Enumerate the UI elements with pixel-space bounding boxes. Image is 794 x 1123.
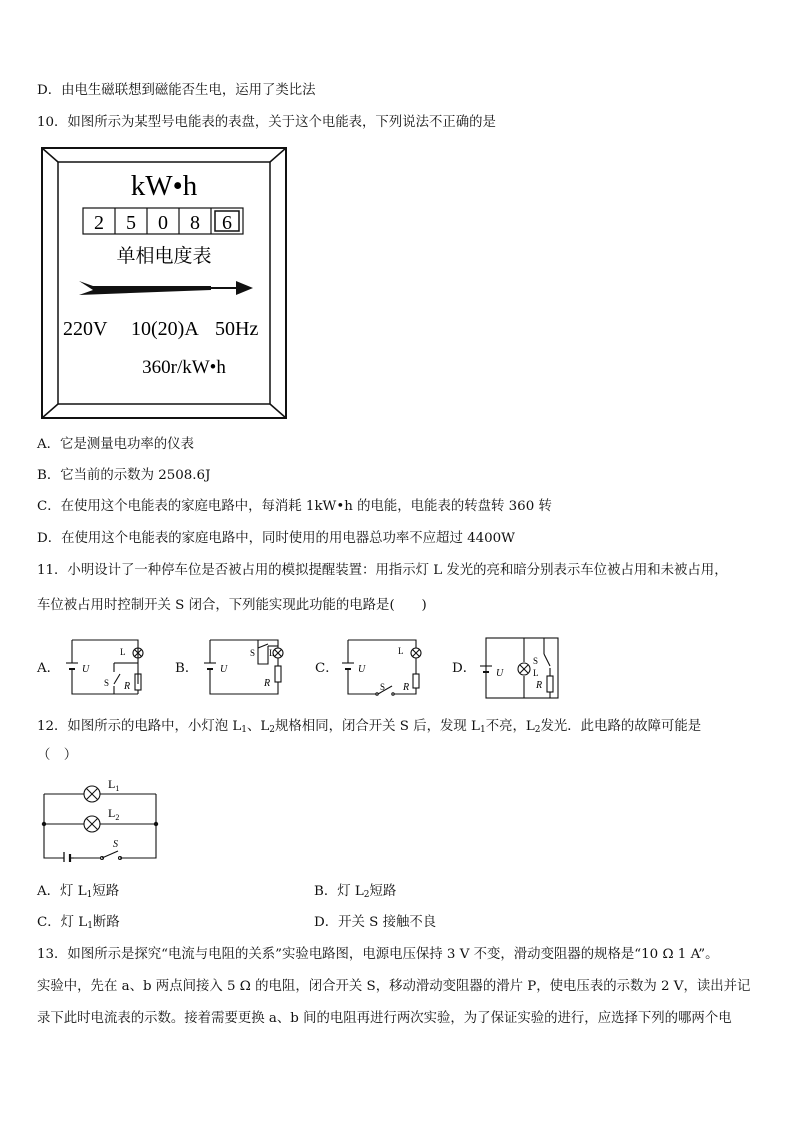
resistor-r-label-d: R [536, 680, 543, 691]
meter-voltage: 220V [63, 318, 108, 340]
resistor-r-label-b: R [264, 678, 271, 689]
q12-answer-paren: （ ） [37, 748, 78, 763]
q10-option-c: C．在使用这个电能表的家庭电路中，每消耗 1kW•h 的电能，电能表的转盘转 360 转 [37, 499, 552, 514]
q12-option-c: C．灯 $L_1$断路 [37, 915, 120, 931]
lamp-l-label-c: L [398, 646, 404, 656]
q12-circuit-diagram [38, 776, 162, 866]
q13-line1: 13．如图所示是探究“电流与电阻的关系”实验电路图，电源电压保持 3 V 不变，滑动变阻器的规格是“10 Ω 1 A”。 [37, 947, 719, 962]
q13-line2: 实验中，先在 a、b 两点间接入 5 Ω 的电阻，闭合开关 S，移动滑动变阻器的滑片 P，使电压表的示数为 2 V，读出并记 [37, 979, 751, 994]
resistor-r-label: R [124, 681, 131, 692]
q11-option-c-label: C． [315, 661, 339, 676]
q11-option-b-label: B． [175, 661, 199, 676]
q12-option-d: D．开关 S 接触不良 [314, 915, 437, 930]
lamp-l-label-d: L [533, 668, 539, 678]
source-u-label-d: U [496, 668, 504, 679]
q11-option-d-label: D． [452, 661, 477, 676]
meter-constant: 360r/kW•h [142, 357, 226, 378]
lamp-l2-label: $L_2$ [108, 806, 120, 822]
q11-circuit-d[interactable] [480, 632, 568, 708]
q11-circuit-a[interactable] [64, 636, 150, 704]
q10-option-d: D．在使用这个电能表的家庭电路中，同时使用的用电器总功率不应超过 4400W [37, 531, 515, 546]
q11-option-a-label: A． [37, 661, 61, 676]
switch-s-label-b: S [250, 648, 256, 658]
switch-s-label-c: S [380, 682, 386, 692]
meter-name: 单相电度表 [116, 246, 212, 267]
meter-digit-2: 5 [126, 212, 136, 234]
lamp-l-label: L [120, 647, 126, 657]
switch-s-label-q12: S [113, 839, 118, 850]
q13-line3: 录下此时电流表的示数。接着需要更换 a、b 间的电阻再进行两次实验，为了保证实验的进行，应选择下列的哪两个电 [37, 1011, 732, 1026]
meter-frequency: 50Hz [215, 318, 259, 340]
meter-digit-5-decimal: 6 [222, 212, 232, 234]
q9-option-d: D．由电生磁联想到磁能否生电，运用了类比法 [37, 83, 316, 98]
q10-stem: 10．如图所示为某型号电能表的表盘，关于这个电能表，下列说法不正确的是 [37, 115, 496, 130]
lamp-l-label-b: L [269, 648, 275, 658]
electricity-meter-figure [41, 147, 287, 419]
q10-option-a: A．它是测量电功率的仪表 [37, 437, 194, 452]
q12-option-b: B．灯 $L_2$短路 [314, 884, 397, 900]
source-u-label: U [82, 664, 90, 675]
switch-s-label-d: S [533, 656, 539, 666]
q12-option-a: A．灯 $L_1$短路 [37, 884, 120, 900]
meter-digit-4: 8 [190, 212, 200, 234]
resistor-r-label-c: R [403, 682, 410, 693]
q10-option-b: B．它当前的示数为 2508.6J [37, 468, 211, 483]
q11-circuit-b[interactable] [202, 636, 290, 704]
q11-stem-line1: 11．小明设计了一种停车位是否被占用的模拟提醒装置：用指示灯 L 发光的亮和暗分别表示车位被占用和未被占用， [37, 563, 728, 578]
q11-circuit-c[interactable] [340, 636, 428, 704]
meter-digit-1: 2 [94, 212, 104, 234]
switch-s-label: S [104, 678, 110, 688]
q12-stem: 12．如图所示的电路中，小灯泡 $L_1$、$L_2$规格相同，闭合开关 S 后，发现 $L_1$不亮，$L_2$发光．此电路的故障可能是 [37, 719, 702, 735]
meter-unit: kW•h [130, 170, 198, 202]
meter-current: 10(20)A [131, 318, 199, 340]
q11-stem-line2: 车位被占用时控制开关 S 闭合，下列能实现此功能的电路是( ) [37, 598, 427, 613]
meter-digit-3: 0 [158, 212, 168, 234]
lamp-l1-label: $L_1$ [108, 777, 120, 793]
source-u-label-c: U [358, 664, 366, 675]
source-u-label-b: U [220, 664, 228, 675]
